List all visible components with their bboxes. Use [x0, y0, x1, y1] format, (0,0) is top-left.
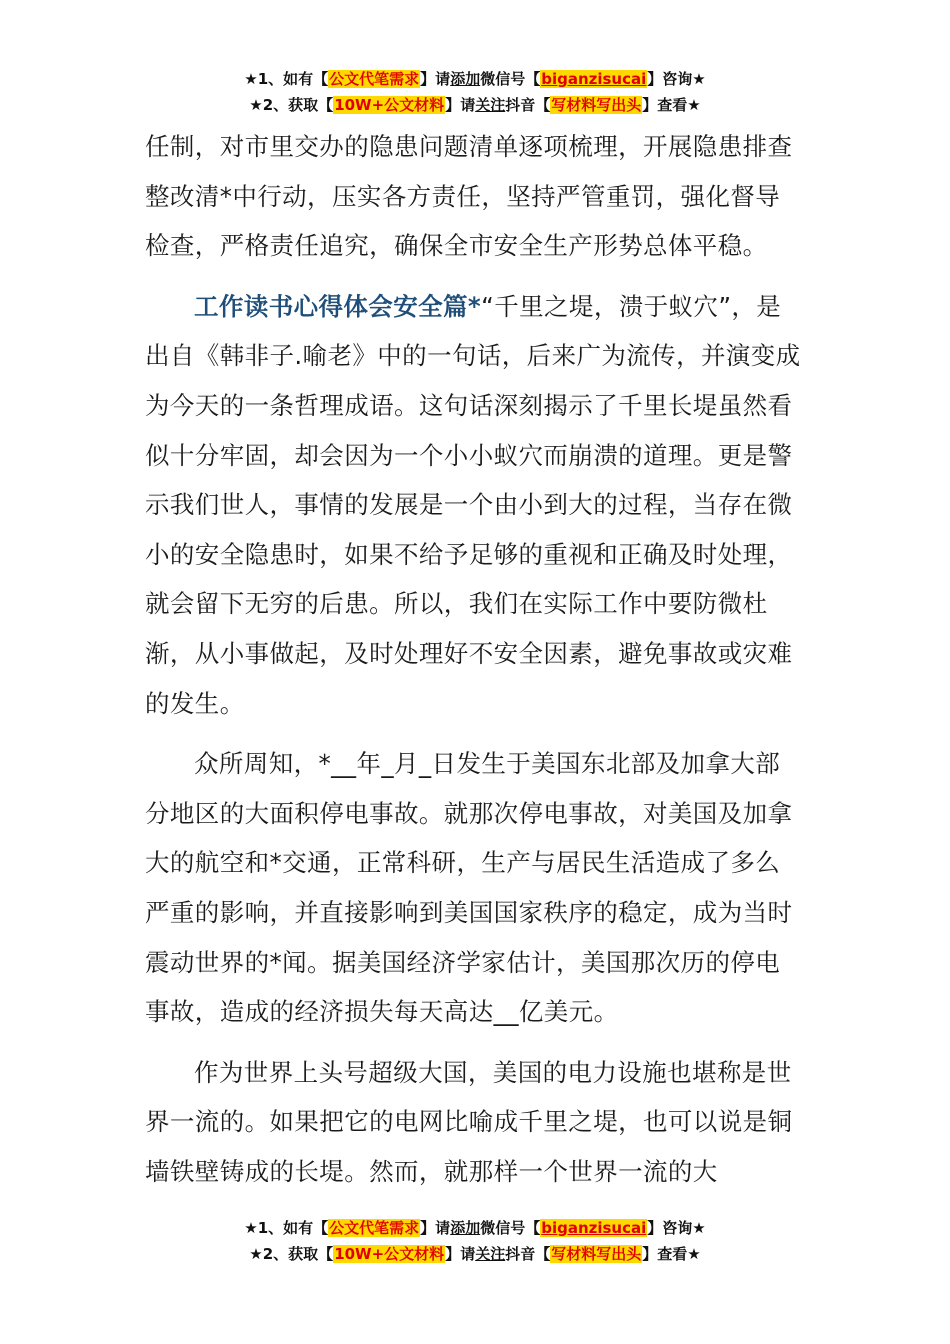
banner-text: ★1、如有【 [244, 1219, 329, 1237]
banner-text: ★1、如有【 [244, 70, 329, 88]
bottom-banner [0, 1215, 950, 1267]
banner-text: 】咨询★ [647, 70, 706, 88]
banner-underlined-text: 添加 [450, 70, 481, 88]
paragraph-2 [145, 282, 805, 728]
banner-underlined-text: 关注 [475, 96, 506, 114]
paragraph-3: 众所周知，*__年_月_日发生于美国东北部及加拿大部分地区的大面积停电事故。就那次停电事故，对美国及加拿大的航空和*交通，正常科研，生产与居民生活造成了多么严重的影响，并直接影响到美国国家秩序的稳定，成为当时震动世界的*闻。据美国经济学家估计，美国那次历的停电事故，造成的经济损失每天高达__亿美元。 [145, 749, 793, 1027]
banner-text: 】查看★ [642, 96, 701, 114]
paragraph-2-text: “千里之堤，溃于蚁穴”，是出自《韩非子.喻老》中的一句话，后来广为流传，并演变成为今天的一条哲理成语。这句话深刻揭示了千里长堤虽然看似十分牢固，却会因为一个小小蚁穴而崩溃的道理。更是警示我们世人，事情的发展是一个由小到大的过程，当存在微小的安全隐患时，如果不给予足够的重视和正确及时处理，就会留下无穷的后患。所以，我们在实际工作中要防微杜渐，从小事做起，及时处理好不安全因素，避免事故或灾难的发生。 [145, 291, 801, 718]
banner-text: 抖音【 [505, 1245, 551, 1263]
highlight-materials: 10W+公文材料 [334, 96, 445, 114]
paragraph-1: 任制，对市里交办的隐患问题清单逐项梳理，开展隐患排查整改清*中行动，压实各方责任，坚持严管重罚，强化督导检查，严格责任追究，确保全市安全生产形势总体平稳。 [145, 132, 793, 261]
banner-text: 】请 [420, 1219, 451, 1237]
banner-line-2 [0, 92, 950, 118]
wechat-id-link[interactable]: biganzisucai [541, 1219, 647, 1237]
banner-text: 】请 [445, 96, 476, 114]
wechat-id-link[interactable]: biganzisucai [541, 70, 647, 88]
banner-underlined-text: 添加 [450, 1219, 481, 1237]
paragraph-4: 作为世界上头号超级大国，美国的电力设施也堪称是世界一流的。如果把它的电网比喻成千里之堤，也可以说是铜墙铁壁铸成的长堤。然而，就那样一个世界一流的大 [145, 1057, 793, 1186]
highlight-service: 公文代笔需求 [329, 1219, 420, 1237]
highlight-materials: 10W+公文材料 [334, 1245, 445, 1263]
banner-text: 】请 [445, 1245, 476, 1263]
banner-text: 抖音【 [505, 96, 551, 114]
douyin-account: 写材料写出头 [551, 96, 642, 114]
banner-text: 】查看★ [642, 1245, 701, 1263]
section-heading: 工作读书心得体会安全篇* [194, 291, 482, 321]
banner-text: 】咨询★ [647, 1219, 706, 1237]
banner-underlined-text: 关注 [475, 1245, 506, 1263]
banner-text: 微信号【 [480, 70, 541, 88]
banner-text: ★2、获取【 [249, 1245, 334, 1263]
banner-line-1 [0, 66, 950, 92]
top-banner [0, 66, 950, 118]
banner-line-2 [0, 1241, 950, 1267]
banner-text: 微信号【 [480, 1219, 541, 1237]
banner-text: ★2、获取【 [249, 96, 334, 114]
douyin-account: 写材料写出头 [551, 1245, 642, 1263]
highlight-service: 公文代笔需求 [329, 70, 420, 88]
document-body [145, 122, 805, 1196]
banner-text: 】请 [420, 70, 451, 88]
banner-line-1 [0, 1215, 950, 1241]
